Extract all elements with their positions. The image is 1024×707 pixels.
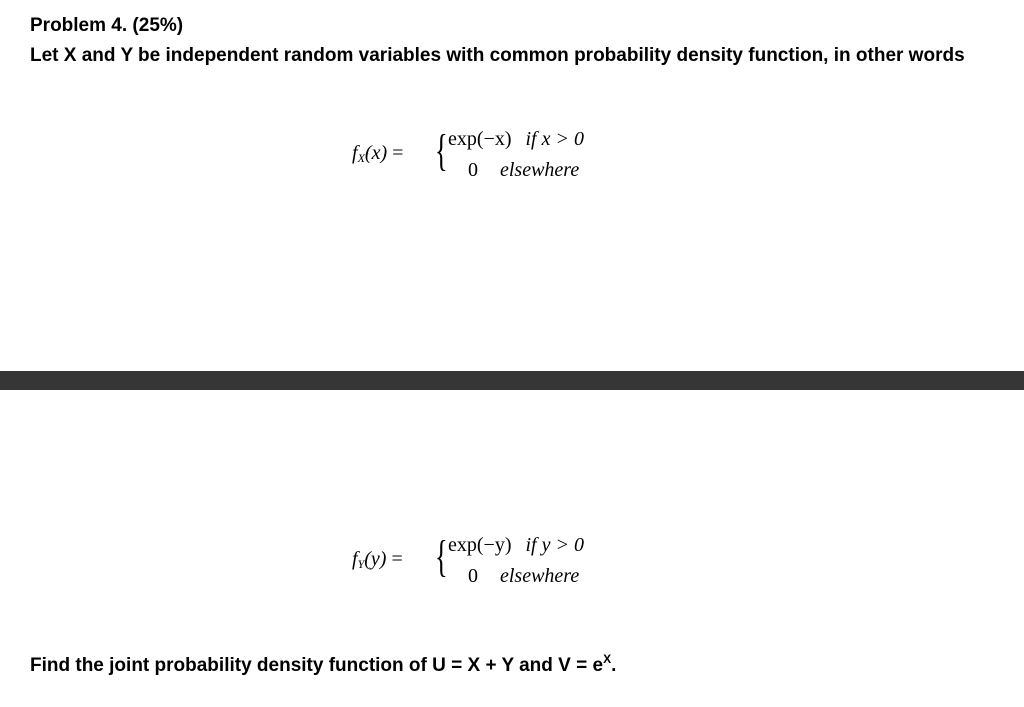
function-symbol: f bbox=[352, 142, 358, 164]
function-argument: (x) bbox=[364, 142, 388, 164]
case-condition: elsewhere bbox=[500, 159, 580, 181]
case-value: exp(−x) bbox=[448, 128, 512, 150]
case-value: 0 bbox=[468, 159, 478, 181]
equals-sign: = bbox=[386, 548, 403, 570]
function-argument: (y) bbox=[364, 548, 387, 570]
case-condition: if y > 0 bbox=[525, 534, 584, 556]
left-brace: { bbox=[435, 126, 448, 175]
equation-lhs bbox=[352, 548, 403, 572]
case-row-2 bbox=[468, 565, 579, 588]
separator-bar bbox=[0, 371, 1024, 390]
problem-heading: Problem 4. (25%) bbox=[30, 15, 184, 36]
equals-sign: = bbox=[387, 142, 404, 164]
case-condition: if x > 0 bbox=[525, 128, 584, 150]
question-superscript: X bbox=[603, 652, 612, 666]
case-condition: elsewhere bbox=[500, 565, 580, 587]
equation-lhs bbox=[352, 142, 403, 166]
case-value: 0 bbox=[468, 565, 478, 587]
question-text: Find the joint probability density function of U = X + Y and V = e bbox=[30, 655, 604, 676]
question-period: . bbox=[611, 655, 617, 676]
left-brace: { bbox=[435, 532, 448, 581]
problem-intro: Let X and Y be independent random variables with common probability density function, in other words bbox=[30, 45, 965, 66]
problem-question bbox=[30, 644, 616, 681]
case-row-2 bbox=[468, 159, 579, 182]
function-subscript: Y bbox=[357, 557, 365, 571]
case-row-1 bbox=[448, 128, 584, 151]
case-row-1 bbox=[448, 534, 584, 557]
case-value: exp(−y) bbox=[448, 534, 512, 556]
function-symbol: f bbox=[352, 548, 358, 570]
function-subscript: X bbox=[357, 151, 365, 165]
